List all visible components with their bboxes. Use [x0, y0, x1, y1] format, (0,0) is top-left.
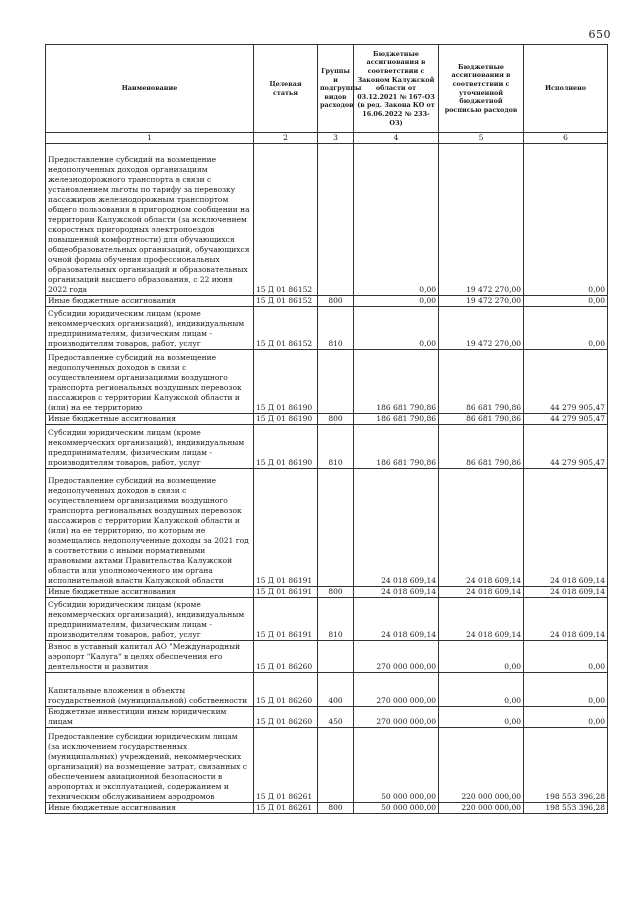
table-row — [46, 728, 608, 803]
row-expense-group — [318, 144, 354, 296]
header-name: Наименование — [46, 45, 254, 133]
row-executed-amount: 198 553 396,28 — [524, 803, 608, 814]
row-law-amount: 270 000 000,00 — [354, 707, 439, 728]
table-row — [46, 803, 608, 814]
row-expense-group: 810 — [318, 307, 354, 350]
row-name: Предоставление субсидий на возмещение недополученных доходов в связи с осуществлением организациями воздушного транспорта региональных воздушных перевозок пассажиров с территории Калужской области и (или) на ее территорию, по которым не возмещались недополученные доходы за 2021 год в соответствии с иными нормативными правовыми актами Правительства Калужской области или уполномоченного им органа исполнительной власти Калужской области — [46, 469, 254, 587]
row-target-article: 15 Д 01 86190 — [254, 350, 318, 414]
row-executed-amount: 24 018 609,14 — [524, 598, 608, 641]
row-law-amount: 50 000 000,00 — [354, 803, 439, 814]
row-name: Субсидии юридическим лицам (кроме некоммерческих организаций), индивидуальным предпринимателям, физическим лицам - производителям товаров, работ, услуг — [46, 425, 254, 469]
table-row — [46, 307, 608, 350]
table-row — [46, 587, 608, 598]
row-law-amount: 24 018 609,14 — [354, 598, 439, 641]
column-number: 4 — [354, 133, 439, 144]
row-refined-amount: 86 681 790,86 — [439, 425, 524, 469]
row-target-article: 15 Д 01 86260 — [254, 707, 318, 728]
row-law-amount: 0,00 — [354, 296, 439, 307]
header-expense-group: Группы и подгруппы видов расходов — [318, 45, 354, 133]
row-law-amount: 186 681 790,86 — [354, 414, 439, 425]
row-executed-amount: 24 018 609,14 — [524, 469, 608, 587]
row-expense-group — [318, 641, 354, 673]
table-row — [46, 350, 608, 414]
header-refined-allocations: Бюджетные ассигнования в соответствии с уточненной бюджетной росписью расходов — [439, 45, 524, 133]
row-law-amount: 24 018 609,14 — [354, 587, 439, 598]
row-refined-amount: 19 472 270,00 — [439, 144, 524, 296]
row-name: Взнос в уставный капитал АО "Международный аэропорт "Калуга" в целях обеспечения его деятельности и развития — [46, 641, 254, 673]
row-refined-amount: 0,00 — [439, 641, 524, 673]
row-law-amount: 50 000 000,00 — [354, 728, 439, 803]
row-expense-group — [318, 728, 354, 803]
row-expense-group — [318, 350, 354, 414]
row-refined-amount: 86 681 790,86 — [439, 414, 524, 425]
row-expense-group: 810 — [318, 598, 354, 641]
column-number: 2 — [254, 133, 318, 144]
row-target-article: 15 Д 01 86261 — [254, 803, 318, 814]
row-refined-amount: 24 018 609,14 — [439, 598, 524, 641]
row-target-article: 15 Д 01 86191 — [254, 469, 318, 587]
row-executed-amount: 0,00 — [524, 641, 608, 673]
row-refined-amount: 0,00 — [439, 673, 524, 707]
row-target-article: 15 Д 01 86152 — [254, 296, 318, 307]
row-law-amount: 270 000 000,00 — [354, 641, 439, 673]
row-name: Капитальные вложения в объекты государственной (муниципальной) собственности — [46, 673, 254, 707]
row-name: Предоставление субсидий на возмещение недополученных доходов организациям железнодорожного транспорта в связи с установлением льготы по тарифу за перевозку пассажиров железнодорожным транспортом общего пользования в пригородном сообщении на территории Калужской области (за исключением скоростных пригородных электропоездов повышенной комфортности) для обучающихся общеобразовательных организаций, обучающихся очной формы обучения профессиональных образовательных организаций и образовательных организаций высшего образования, с 22 июня 2022 года — [46, 144, 254, 296]
row-name: Субсидии юридическим лицам (кроме некоммерческих организаций), индивидуальным предпринимателям, физическим лицам - производителям товаров, работ, услуг — [46, 598, 254, 641]
row-target-article: 15 Д 01 86190 — [254, 425, 318, 469]
header-law-allocations: Бюджетные ассигнования в соответствии с Законом Калужской области от 03.12.2021 № 167-ОЗ (в ред. Закона КО от 16.06.2022 № 233-ОЗ) — [354, 45, 439, 133]
row-expense-group: 450 — [318, 707, 354, 728]
table-row — [46, 425, 608, 469]
column-number: 3 — [318, 133, 354, 144]
row-expense-group — [318, 469, 354, 587]
table-row — [46, 707, 608, 728]
row-target-article: 15 Д 01 86152 — [254, 144, 318, 296]
row-name: Предоставление субсидии юридическим лицам (за исключением государственных (муниципальных) учреждений, некоммерческих организаций) на возмещение затрат, связанных с обеспечением авиационной безопасности в аэропортах и эксплуатацией, содержанием и техническим обслуживанием аэродромов — [46, 728, 254, 803]
header-row — [46, 45, 608, 133]
row-name: Иные бюджетные ассигнования — [46, 803, 254, 814]
row-target-article: 15 Д 01 86261 — [254, 728, 318, 803]
row-executed-amount: 44 279 905,47 — [524, 350, 608, 414]
header-target-article: Целевая статья — [254, 45, 318, 133]
row-refined-amount: 19 472 270,00 — [439, 307, 524, 350]
row-law-amount: 270 000 000,00 — [354, 673, 439, 707]
row-executed-amount: 44 279 905,47 — [524, 414, 608, 425]
row-name: Иные бюджетные ассигнования — [46, 587, 254, 598]
table-row — [46, 296, 608, 307]
row-expense-group: 400 — [318, 673, 354, 707]
row-target-article: 15 Д 01 86191 — [254, 587, 318, 598]
row-refined-amount: 220 000 000,00 — [439, 803, 524, 814]
budget-table — [45, 44, 608, 814]
row-refined-amount: 24 018 609,14 — [439, 587, 524, 598]
row-executed-amount: 198 553 396,28 — [524, 728, 608, 803]
row-refined-amount: 86 681 790,86 — [439, 350, 524, 414]
row-law-amount: 186 681 790,86 — [354, 425, 439, 469]
row-target-article: 15 Д 01 86152 — [254, 307, 318, 350]
row-target-article: 15 Д 01 86190 — [254, 414, 318, 425]
row-law-amount: 0,00 — [354, 307, 439, 350]
column-number-row — [46, 133, 608, 144]
row-executed-amount: 0,00 — [524, 307, 608, 350]
row-refined-amount: 220 000 000,00 — [439, 728, 524, 803]
row-target-article: 15 Д 01 86191 — [254, 598, 318, 641]
row-name: Иные бюджетные ассигнования — [46, 414, 254, 425]
row-law-amount: 24 018 609,14 — [354, 469, 439, 587]
row-refined-amount: 24 018 609,14 — [439, 469, 524, 587]
row-target-article: 15 Д 01 86260 — [254, 641, 318, 673]
page-number: 650 — [588, 28, 611, 41]
row-executed-amount: 0,00 — [524, 707, 608, 728]
column-number: 5 — [439, 133, 524, 144]
row-executed-amount: 0,00 — [524, 144, 608, 296]
row-name: Предоставление субсидий на возмещение недополученных доходов в связи с осуществлением организациями воздушного транспорта региональных воздушных перевозок пассажиров с территории Калужской области и (или) на ее территорию — [46, 350, 254, 414]
row-name: Бюджетные инвестиции иным юридическим лицам — [46, 707, 254, 728]
row-executed-amount: 0,00 — [524, 673, 608, 707]
row-expense-group: 800 — [318, 803, 354, 814]
header-executed: Исполнено — [524, 45, 608, 133]
column-number: 1 — [46, 133, 254, 144]
row-expense-group: 810 — [318, 425, 354, 469]
row-expense-group: 800 — [318, 587, 354, 598]
row-name: Субсидии юридическим лицам (кроме некоммерческих организаций), индивидуальным предпринимателям, физическим лицам - производителям товаров, работ, услуг — [46, 307, 254, 350]
table-row — [46, 469, 608, 587]
table-row — [46, 144, 608, 296]
row-expense-group: 800 — [318, 296, 354, 307]
row-expense-group: 800 — [318, 414, 354, 425]
column-number: 6 — [524, 133, 608, 144]
row-name: Иные бюджетные ассигнования — [46, 296, 254, 307]
row-executed-amount: 24 018 609,14 — [524, 587, 608, 598]
row-refined-amount: 19 472 270,00 — [439, 296, 524, 307]
row-executed-amount: 44 279 905,47 — [524, 425, 608, 469]
row-executed-amount: 0,00 — [524, 296, 608, 307]
row-law-amount: 186 681 790,86 — [354, 350, 439, 414]
table-row — [46, 673, 608, 707]
row-refined-amount: 0,00 — [439, 707, 524, 728]
table-row — [46, 414, 608, 425]
table-row — [46, 641, 608, 673]
table-row — [46, 598, 608, 641]
row-target-article: 15 Д 01 86260 — [254, 673, 318, 707]
row-law-amount: 0,00 — [354, 144, 439, 296]
